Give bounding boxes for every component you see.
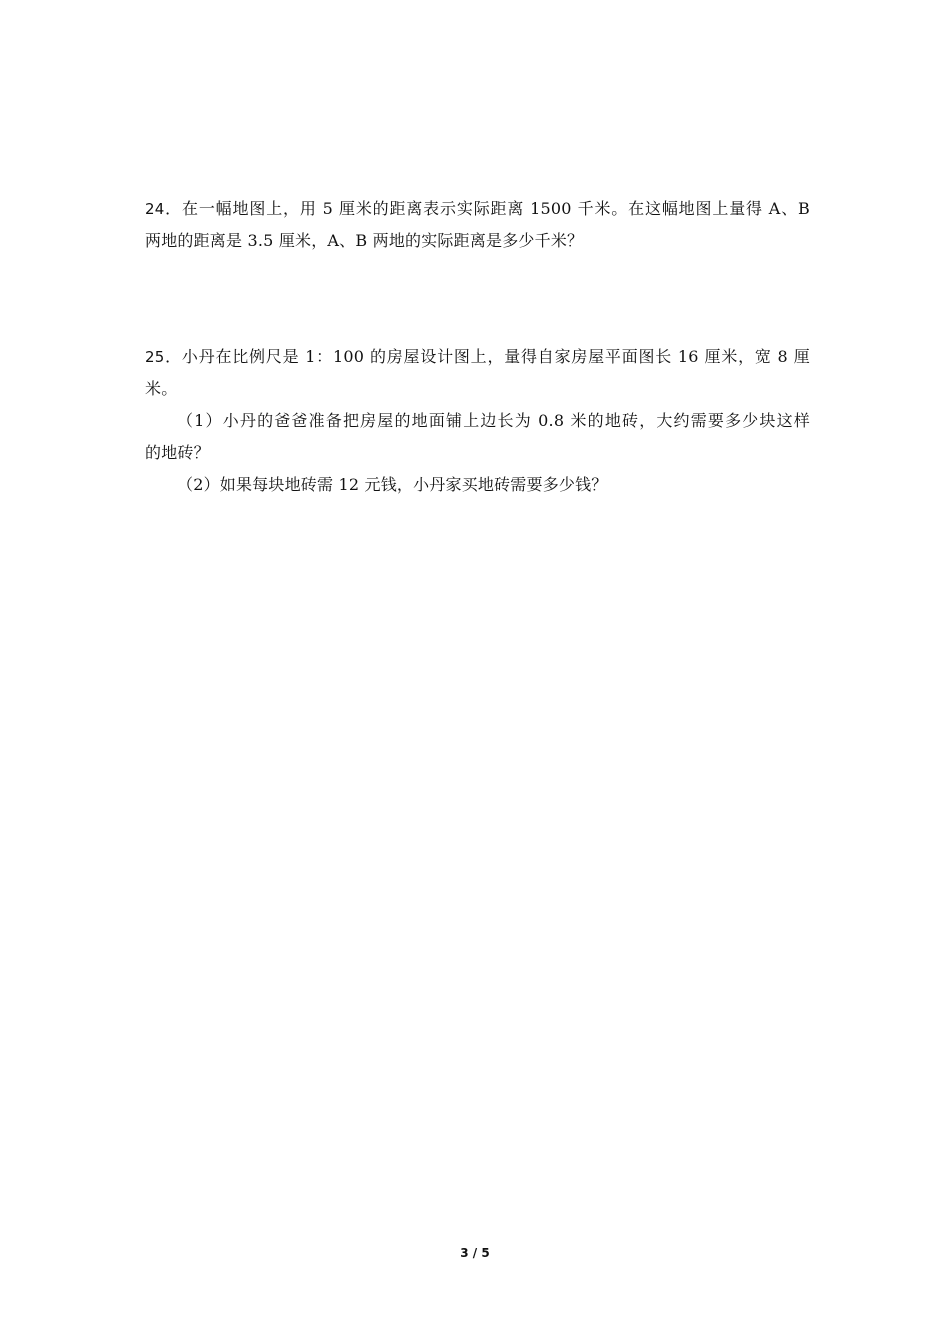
- question-24-number: 24: [145, 200, 165, 218]
- question-25-number: 25: [145, 348, 165, 366]
- question-25-line-1: [145, 341, 810, 373]
- question-24-line-2: 两地的距离是 3.5 厘米，A、B 两地的实际距离是多少千米？: [145, 231, 584, 250]
- question-24-separator: ．: [164, 199, 182, 218]
- question-24-text-1: 在一幅地图上，用 5 厘米的距离表示实际距离 1500 千米。在这幅地图上量得 A、B: [182, 199, 811, 218]
- question-24-line-1: [145, 193, 810, 225]
- question-25: [145, 341, 810, 501]
- question-24: [145, 193, 810, 257]
- question-25-line-2: 米。: [145, 379, 178, 398]
- question-25-sub-1-line-1: （1）小丹的爸爸准备把房屋的地面铺上边长为 0.8 米的地砖，大约需要多少块这样: [177, 411, 810, 430]
- question-25-text-1: 小丹在比例尺是 1：100 的房屋设计图上，量得自家房屋平面图长 16 厘米，宽 8 厘: [181, 347, 811, 366]
- page-number: 3 / 5: [460, 1246, 490, 1260]
- question-25-sub-1-line-2: 的地砖？: [145, 443, 210, 462]
- question-25-separator: ．: [164, 347, 182, 366]
- question-25-sub-2-line-1: （2）如果每块地砖需 12 元钱，小丹家买地砖需要多少钱？: [177, 475, 608, 494]
